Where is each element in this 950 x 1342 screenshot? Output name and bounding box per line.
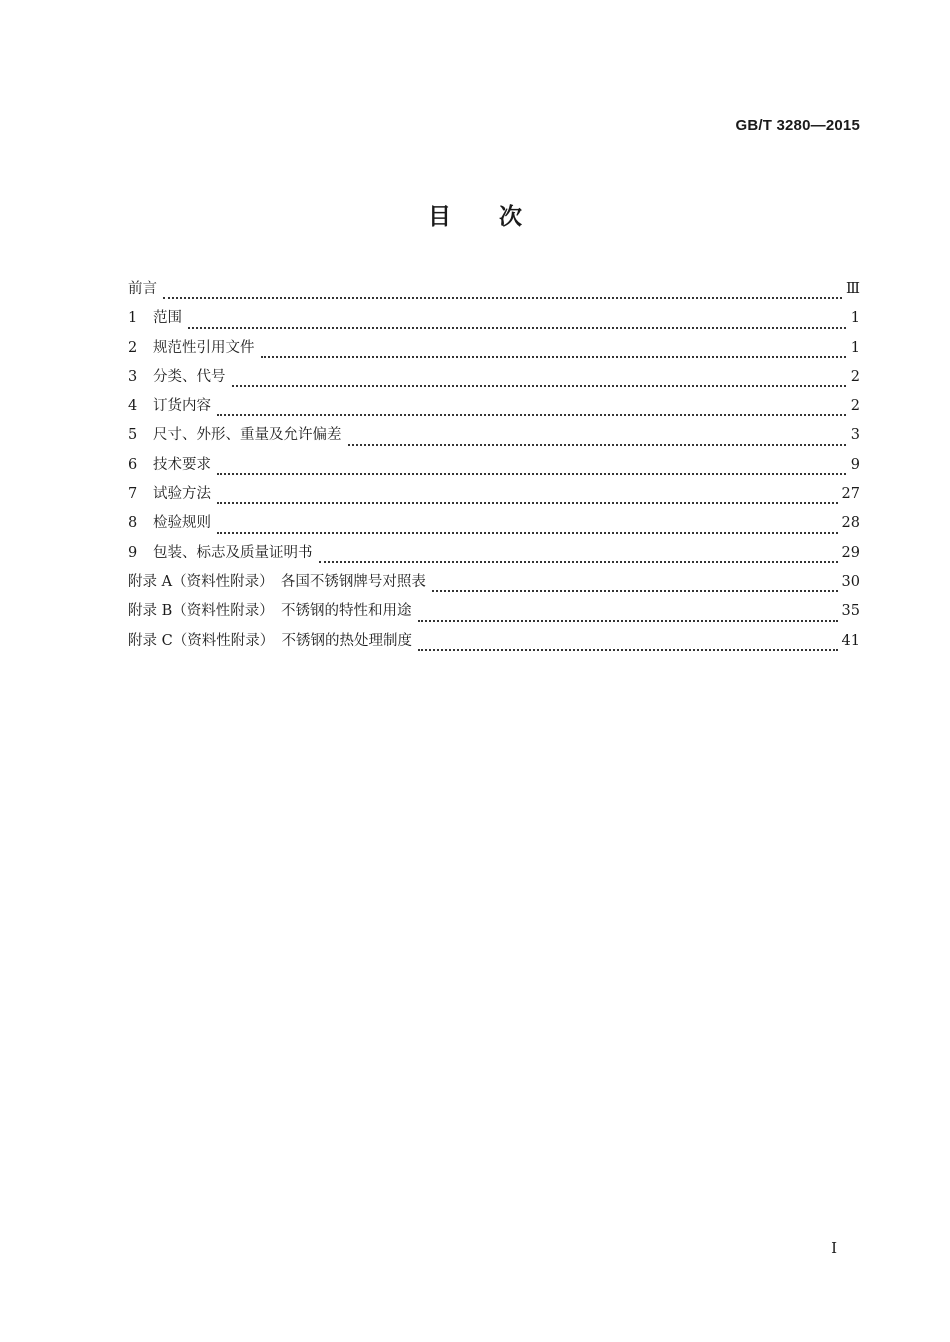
dot-leader [217, 473, 846, 475]
toc-page-number: 30 [841, 573, 860, 590]
toc-number: 4 [128, 398, 138, 415]
toc-entry-foreword[interactable] [128, 275, 860, 304]
toc-number: 2 [128, 339, 138, 356]
dot-leader [418, 649, 838, 651]
dot-leader [217, 414, 846, 416]
toc-label: 附录 A（资料性附录） 各国不锈钢牌号对照表 [128, 573, 426, 590]
toc-label: 订货内容 [153, 398, 211, 415]
dot-leader [163, 297, 842, 299]
toc-entry-9[interactable] [128, 539, 860, 568]
toc-page-number: 2 [850, 368, 860, 385]
dot-leader [217, 502, 838, 504]
toc-number: 8 [128, 515, 138, 532]
toc-label: 附录 C（资料性附录） 不锈钢的热处理制度 [128, 632, 412, 649]
toc-page-number: 29 [841, 544, 860, 561]
table-of-contents [128, 275, 860, 656]
toc-entry-1[interactable] [128, 304, 860, 333]
toc-entry-appendix-b[interactable] [128, 597, 860, 626]
toc-label: 检验规则 [153, 515, 211, 532]
toc-number: 9 [128, 544, 138, 561]
toc-page-number: 35 [841, 603, 860, 620]
dot-leader [319, 561, 838, 563]
toc-number: 7 [128, 486, 138, 503]
dot-leader [261, 356, 847, 358]
toc-entry-4[interactable] [128, 392, 860, 421]
dot-leader [418, 620, 838, 622]
dot-leader [188, 327, 846, 329]
toc-label: 分类、代号 [153, 368, 226, 385]
toc-page-number: Ⅲ [846, 281, 860, 297]
toc-number: 5 [128, 427, 138, 444]
toc-page-number: 28 [841, 515, 860, 532]
toc-entry-3[interactable] [128, 363, 860, 392]
page-number: I [831, 1239, 837, 1257]
toc-label: 规范性引用文件 [153, 339, 255, 356]
toc-entry-8[interactable] [128, 509, 860, 538]
dot-leader [217, 532, 838, 534]
toc-number: 3 [128, 368, 138, 385]
standard-code: GB/T 3280—2015 [735, 117, 860, 134]
dot-leader [232, 385, 847, 387]
page-title: 目次 [428, 204, 570, 230]
dot-leader [348, 444, 847, 446]
toc-number: 6 [128, 456, 138, 473]
toc-number: 1 [128, 310, 138, 327]
toc-label: 包装、标志及质量证明书 [153, 544, 313, 561]
toc-entry-6[interactable] [128, 451, 860, 480]
dot-leader [432, 590, 838, 592]
toc-entry-7[interactable] [128, 480, 860, 509]
toc-page-number: 27 [841, 486, 860, 503]
toc-entry-5[interactable] [128, 421, 860, 450]
toc-entry-appendix-a[interactable] [128, 568, 860, 597]
toc-label: 范围 [153, 310, 182, 327]
toc-label: 尺寸、外形、重量及允许偏差 [153, 427, 342, 444]
toc-page-number: 3 [850, 427, 860, 444]
toc-label: 技术要求 [153, 456, 211, 473]
toc-page-number: 9 [850, 456, 860, 473]
toc-entry-appendix-c[interactable] [128, 627, 860, 656]
toc-label: 附录 B（资料性附录） 不锈钢的特性和用途 [128, 603, 412, 620]
toc-label: 前言 [128, 281, 157, 297]
toc-page-number: 41 [841, 632, 860, 649]
toc-label: 试验方法 [153, 486, 211, 503]
toc-page-number: 1 [850, 310, 860, 327]
toc-page-number: 2 [850, 398, 860, 415]
toc-entry-2[interactable] [128, 334, 860, 363]
toc-page-number: 1 [850, 339, 860, 356]
